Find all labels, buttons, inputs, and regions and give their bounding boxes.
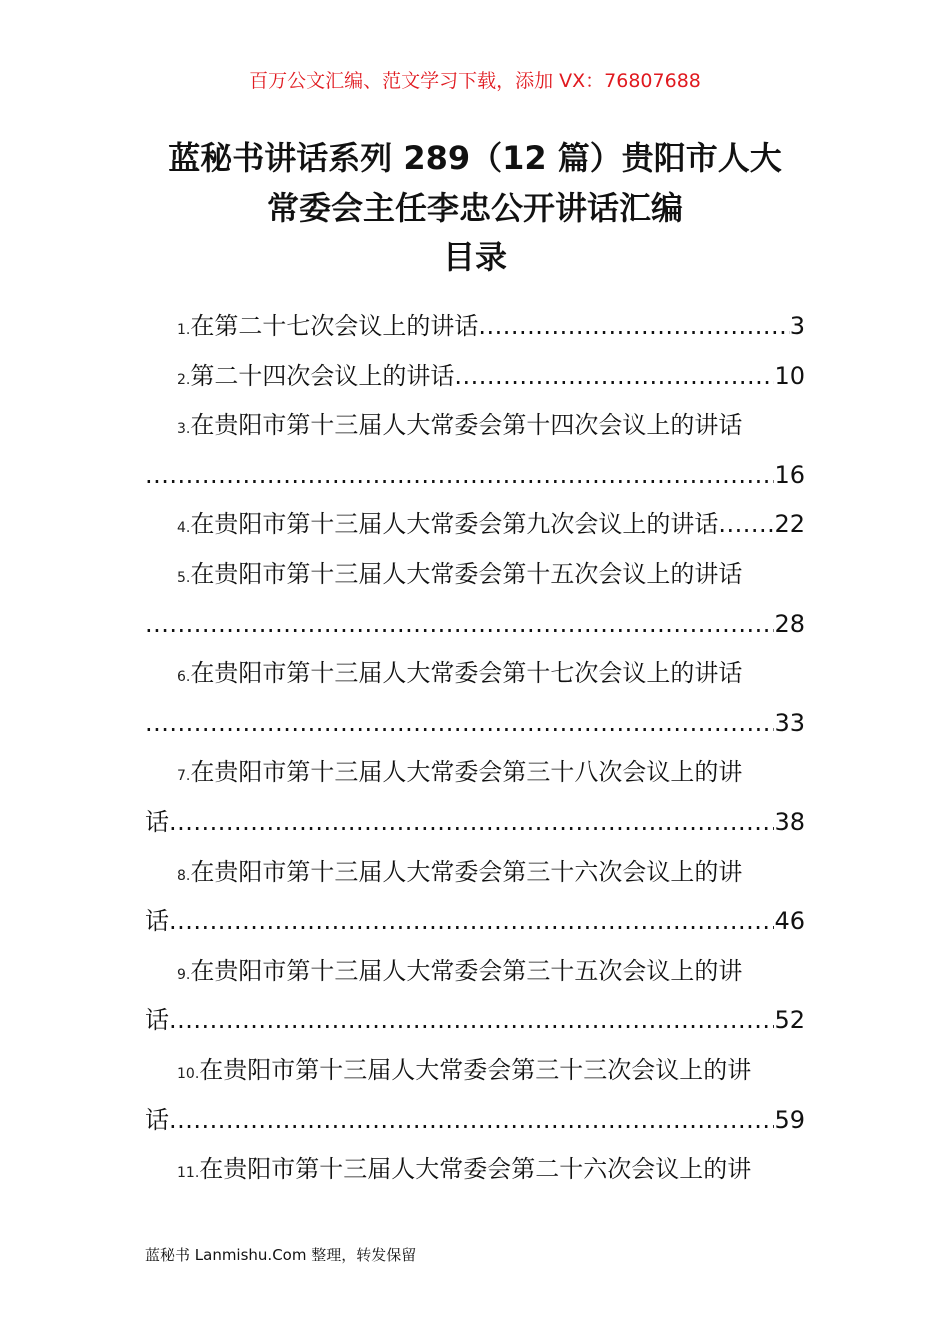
toc-entry-number-dot: . xyxy=(185,867,191,884)
toc-entry[interactable] xyxy=(145,550,805,600)
document-title-line-2: 常委会主任李忠公开讲话汇编 xyxy=(266,189,683,227)
toc-entry-leader xyxy=(169,1096,774,1146)
toc-entry-title: 在贵阳市第十三届人大常委会第十四次会议上的讲话 xyxy=(190,411,743,440)
toc-entry-number-dot: . xyxy=(185,768,191,785)
toc-entry-number-dot: . xyxy=(194,1065,200,1082)
toc-entry[interactable] xyxy=(145,848,805,898)
toc-entry-title: 在贵阳市第十三届人大常委会第九次会议上的讲话 xyxy=(190,510,719,539)
toc-entry-number: 9 xyxy=(177,966,186,983)
toc-entry-leader xyxy=(169,897,774,947)
toc-entry-leader xyxy=(145,600,774,650)
toc-entry-leader xyxy=(718,500,774,550)
toc-entry-number: 7 xyxy=(177,768,186,785)
toc-entry-continuation[interactable] xyxy=(145,699,805,749)
toc-entry-page: 38 xyxy=(774,807,805,836)
toc-entry[interactable] xyxy=(145,500,805,550)
toc-entry-leader xyxy=(145,451,774,501)
toc-entry-page: 46 xyxy=(774,907,805,936)
toc-entry-title-continuation: 话 xyxy=(145,907,169,936)
toc-entry-number-dot: . xyxy=(185,520,191,537)
toc-entry-title: 在贵阳市第十三届人大常委会第三十六次会议上的讲 xyxy=(190,857,743,886)
toc-entry-leader xyxy=(145,699,774,749)
toc-entry-leader xyxy=(454,352,774,402)
toc-entry[interactable] xyxy=(145,302,805,352)
toc-entry-number-dot: . xyxy=(185,966,191,983)
toc-entry-number-dot: . xyxy=(185,421,191,438)
toc-entry-page: 3 xyxy=(789,312,805,340)
toc-entry-number: 4 xyxy=(177,520,186,537)
toc-entry-page: 16 xyxy=(774,460,805,489)
toc-entry[interactable] xyxy=(145,649,805,699)
toc-entry-continuation[interactable] xyxy=(145,897,805,947)
toc-entry-number-dot: . xyxy=(185,669,191,686)
toc-entry-title: 在贵阳市第十三届人大常委会第三十八次会议上的讲 xyxy=(190,758,743,787)
toc-entry-number-dot: . xyxy=(194,1165,200,1182)
footer-credit: 蓝秘书 Lanmishu.Com 整理，转发保留 xyxy=(145,1246,417,1264)
toc-entry-page: 22 xyxy=(774,510,805,539)
toc-entry-leader xyxy=(169,996,774,1046)
toc-entry-number: 11 xyxy=(177,1165,195,1182)
toc-entry-page: 52 xyxy=(774,1006,805,1035)
toc-entry-title: 在贵阳市第十三届人大常委会第十七次会议上的讲话 xyxy=(190,659,743,688)
toc-entry-leader xyxy=(478,302,789,352)
toc-entry[interactable] xyxy=(145,748,805,798)
toc-entry-title: 在贵阳市第十三届人大常委会第十五次会议上的讲话 xyxy=(190,559,743,588)
toc-entry-number: 5 xyxy=(177,569,186,586)
toc-entry-continuation[interactable] xyxy=(145,1096,805,1146)
toc-entry-page: 28 xyxy=(774,609,805,638)
toc-entry-page: 10 xyxy=(774,361,805,390)
toc-entry[interactable] xyxy=(145,1145,805,1195)
toc-entry-title: 在贵阳市第十三届人大常委会第二十六次会议上的讲 xyxy=(199,1155,752,1184)
toc-entry[interactable] xyxy=(145,352,805,402)
table-of-contents xyxy=(145,302,805,1195)
toc-entry-continuation[interactable] xyxy=(145,798,805,848)
toc-entry-number: 2 xyxy=(177,371,186,388)
toc-entry-continuation[interactable] xyxy=(145,996,805,1046)
toc-entry-number: 3 xyxy=(177,421,186,438)
toc-entry-title-continuation: 话 xyxy=(145,1105,169,1134)
toc-entry-number-dot: . xyxy=(185,569,191,586)
toc-entry-page: 59 xyxy=(774,1105,805,1134)
toc-entry-number: 8 xyxy=(177,867,186,884)
document-title-line-1: 蓝秘书讲话系列 289（12 篇）贵阳市人大 xyxy=(168,139,782,177)
toc-entry-number: 6 xyxy=(177,669,186,686)
promo-banner: 百万公文汇编、范文学习下载，添加 VX：76807688 xyxy=(249,70,701,92)
toc-entry-title: 在贵阳市第十三届人大常委会第三十三次会议上的讲 xyxy=(199,1055,752,1084)
toc-entry-title: 在贵阳市第十三届人大常委会第三十五次会议上的讲 xyxy=(190,956,743,985)
toc-entry[interactable] xyxy=(145,1046,805,1096)
toc-entry-number-dot: . xyxy=(185,322,191,338)
toc-entry-continuation[interactable] xyxy=(145,600,805,650)
toc-entry-continuation[interactable] xyxy=(145,451,805,501)
toc-entry-number-dot: . xyxy=(185,371,191,388)
toc-entry-page: 33 xyxy=(774,708,805,737)
toc-heading: 目录 xyxy=(442,238,507,276)
toc-entry-title: 第二十四次会议上的讲话 xyxy=(190,361,455,390)
toc-entry[interactable] xyxy=(145,947,805,997)
toc-entry-title-continuation: 话 xyxy=(145,1006,169,1035)
toc-entry-title: 在第二十七次会议上的讲话 xyxy=(190,312,479,340)
toc-entry-number: 10 xyxy=(177,1065,195,1082)
toc-entry-leader xyxy=(169,798,774,848)
toc-entry-title-continuation: 话 xyxy=(145,807,169,836)
toc-entry-number: 1 xyxy=(177,322,186,338)
toc-entry[interactable] xyxy=(145,401,805,451)
